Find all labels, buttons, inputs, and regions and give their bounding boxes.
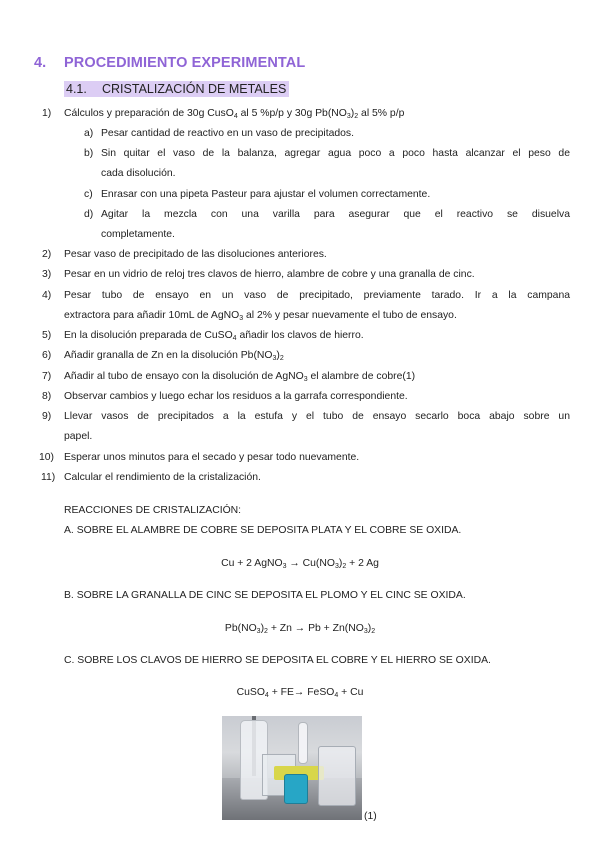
equation-c: CuSO$_4$ + FE→ FeSO$_4$ + Cu <box>236 687 364 699</box>
step-3-label: 3) <box>42 269 52 280</box>
step-11-text: Calcular el rendimiento de la cristalización. <box>64 472 261 483</box>
section-title: PROCEDIMIENTO EXPERIMENTAL <box>64 55 306 71</box>
section-heading <box>34 55 305 71</box>
equation-b: $Pb(NO_3)_2 + Zn \to Pb + Zn(NO_3)_2$ <box>224 623 376 635</box>
step-11-label: 11) <box>41 472 56 483</box>
step-3-text: Pesar en un vidrio de reloj tres clavos de hierro, alambre de cobre y una granalla de cinc. <box>64 269 475 280</box>
step-1-label: 1) <box>42 108 52 119</box>
substep-b-label: b) <box>84 148 94 159</box>
subsection-title: CRISTALIZACIÓN DE METALES <box>102 82 287 96</box>
beaker-right <box>318 746 356 806</box>
reactions-heading: REACCIONES DE CRISTALIZACIÓN: <box>64 505 242 516</box>
step-9-label: 9) <box>42 411 52 422</box>
step-6-label: 6) <box>42 350 52 361</box>
substep-c-label: c) <box>84 189 93 200</box>
figure-caption: (1) <box>364 811 377 822</box>
step-5-label: 5) <box>42 330 52 341</box>
substep-d-line-2: completamente. <box>101 229 175 240</box>
reaction-c-text: C. SOBRE LOS CLAVOS DE HIERRO SE DEPOSITA EL COBRE Y EL HIERRO SE OXIDA. <box>64 655 491 666</box>
lab-photo <box>222 716 362 820</box>
step-6-text: Añadir granalla de Zn en la disolución $Pb(NO_3)_2$ <box>64 350 284 362</box>
step-7-label: 7) <box>42 371 52 382</box>
substep-a-text: Pesar cantidad de reactivo en un vaso de precipitados. <box>101 128 354 139</box>
substep-a-label: a) <box>84 128 94 139</box>
step-10-label: 10) <box>39 452 55 463</box>
step-4-label: 4) <box>42 290 52 301</box>
step-1-text: Cálculos y preparación de 30g CusO$_4$ al 5 %p/p y 30g $Pb(NO_3)_2$ al 5% p/p <box>64 108 405 120</box>
equation-a: Cu + 2 AgNO$_3$ → $Cu(NO_3)_2 + 2$ Ag <box>221 558 379 570</box>
step-4-line-1: Pesar tubo de ensayo en un vaso de precipitado, previamente tarado. Ir a la campana <box>64 290 570 301</box>
step-9-line-2: papel. <box>64 431 93 442</box>
substep-d-line-1: Agitar la mezcla con una varilla para asegurar que el reactivo se disuelva <box>101 209 570 220</box>
step-2-text: Pesar vaso de precipitado de las disoluciones anteriores. <box>64 249 327 260</box>
test-tube <box>298 722 308 764</box>
step-5-text: En la disolución preparada de CuSO$_4$ añadir los clavos de hierro. <box>64 330 364 342</box>
section-number: 4. <box>34 55 47 71</box>
substep-b-line-1: Sin quitar el vaso de la balanza, agregar agua poco a poco hasta alcanzar el peso de <box>101 148 570 159</box>
step-8-text: Observar cambios y luego echar los residuos a la garrafa correspondiente. <box>64 391 408 402</box>
step-4-line-2: extractora para añadir 10mL de AgNO$_3$ al 2% y pesar nuevamente el tubo de ensayo. <box>64 310 457 322</box>
substep-d-label: d) <box>84 209 94 220</box>
reaction-b-text: B. SOBRE LA GRANALLA DE CINC SE DEPOSITA EL PLOMO Y EL CINC SE OXIDA. <box>64 590 466 601</box>
step-9-line-1: Llevar vasos de precipitados a la estufa y el tubo de ensayo secarlo boca abajo sobre un <box>64 411 570 422</box>
substep-b-line-2: cada disolución. <box>101 168 176 179</box>
step-2-label: 2) <box>42 249 52 260</box>
step-7-text: Añadir al tubo de ensayo con la disolución de AgNO$_3$ el alambre de cobre(1) <box>64 371 416 383</box>
blue-solution-beaker <box>284 774 308 804</box>
step-10-text: Esperar unos minutos para el secado y pesar todo nuevamente. <box>64 452 360 463</box>
subsection-number: 4.1. <box>66 82 87 96</box>
reaction-a-text: A. SOBRE EL ALAMBRE DE COBRE SE DEPOSITA PLATA Y EL COBRE SE OXIDA. <box>64 525 462 536</box>
substep-c-text: Enrasar con una pipeta Pasteur para ajustar el volumen correctamente. <box>101 189 431 200</box>
step-8-label: 8) <box>42 391 52 402</box>
subsection-heading <box>64 81 289 97</box>
